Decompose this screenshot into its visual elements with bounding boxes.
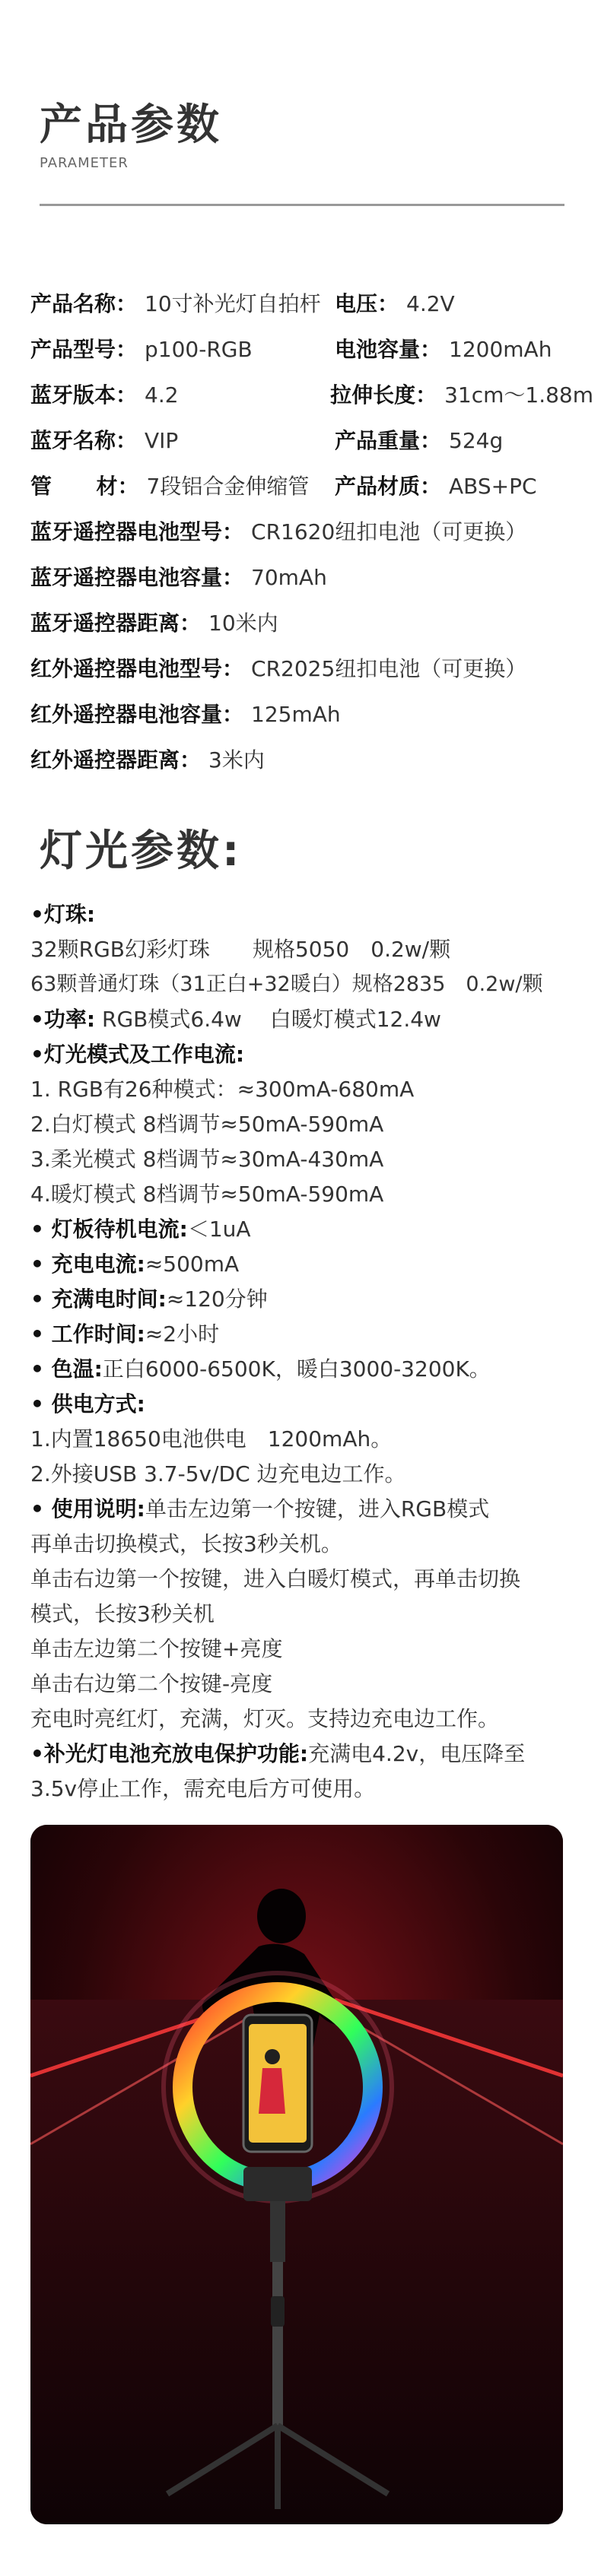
protect-label: •补光灯电池充放电保护功能: <box>30 1741 309 1766</box>
spec-row <box>30 327 593 373</box>
spec-row <box>30 509 593 555</box>
spec-value: 10米内 <box>208 611 278 636</box>
spec-label: 产品型号： <box>30 337 138 362</box>
spec-row <box>30 373 593 418</box>
spec-label: 电池容量： <box>335 337 442 362</box>
page-title: 产品参数 <box>40 100 222 150</box>
spec-value: 70mAh <box>251 565 327 590</box>
spec-value: p100-RGB <box>145 337 253 362</box>
spec-table <box>30 281 593 783</box>
mode-item: 1. RGB有26种模式：≈300mA-680mA <box>30 1077 415 1102</box>
spec-value: 1200mAh <box>449 337 552 362</box>
spec-label: 产品重量： <box>335 428 442 453</box>
standby-label: • 灯板待机电流: <box>30 1217 188 1242</box>
usage-text: 单击右边第二个按键-亮度 <box>30 1671 273 1696</box>
spec-label: 蓝牙遥控器距离： <box>30 611 202 636</box>
spec-label: 红外遥控器电池型号： <box>30 656 244 681</box>
spec-row <box>30 692 593 738</box>
spec-row <box>30 418 593 464</box>
spec-value: 524g <box>449 428 504 453</box>
spec-value: VIP <box>145 428 179 453</box>
spec-label: 电压： <box>335 291 399 316</box>
mode-item: 2.白灯模式 8档调节≈50mA-590mA <box>30 1112 384 1137</box>
supply-label: • 供电方式: <box>30 1391 145 1416</box>
spec-label: 蓝牙名称： <box>30 428 138 453</box>
light-params-title: 灯光参数: <box>40 826 243 876</box>
supply-item: 1.内置18650电池供电 1200mAh。 <box>30 1426 393 1451</box>
spec-row <box>30 464 593 509</box>
header <box>40 99 222 171</box>
spec-row <box>30 646 593 692</box>
spec-value: 7段铝合金伸缩管 <box>146 474 310 499</box>
spec-value: 4.2V <box>406 291 455 316</box>
spec-value: ABS+PC <box>449 474 537 499</box>
spec-value: CR2025纽扣电池（可更换） <box>251 656 527 681</box>
spec-value: 4.2 <box>145 382 179 408</box>
spec-value: 10寸补光灯自拍杆 <box>145 291 321 316</box>
supply-item: 2.外接USB 3.7-5v/DC 边充电边工作。 <box>30 1461 406 1486</box>
divider <box>40 204 564 206</box>
full-charge-label: • 充满电时间: <box>30 1286 167 1312</box>
work-time-label: • 工作时间: <box>30 1321 145 1347</box>
spec-label: 红外遥控器电池容量： <box>30 702 244 727</box>
color-temp-label: • 色温: <box>30 1356 103 1382</box>
spec-label: 产品名称： <box>30 291 138 316</box>
power-label: •功率: <box>30 1007 96 1032</box>
beads-line: 32颗RGB幻彩灯珠 规格5050 0.2w/颗 <box>30 937 451 962</box>
product-photo <box>30 1825 563 2524</box>
spec-label: 红外遥控器距离： <box>30 747 202 772</box>
protect-text: 3.5v停止工作，需充电后方可使用。 <box>30 1776 376 1801</box>
usage-text: 单击左边第二个按键+亮度 <box>30 1636 283 1661</box>
spec-label: 拉伸长度： <box>330 382 437 408</box>
usage-text: 充电时亮红灯，充满，灯灭。支持边充电边工作。 <box>30 1706 500 1731</box>
spec-value: CR1620纽扣电池（可更换） <box>251 519 527 544</box>
protect-text: 充满电4.2v，电压降至 <box>308 1741 526 1766</box>
spec-label: 蓝牙版本： <box>30 382 138 408</box>
spec-label: 产品材质： <box>335 474 442 499</box>
page-subtitle: PARAMETER <box>40 155 129 171</box>
charge-value: ≈500mA <box>145 1252 240 1277</box>
spec-label: 蓝牙遥控器电池容量： <box>30 565 244 590</box>
beads-label: •灯珠: <box>30 902 96 927</box>
work-time-value: ≈2小时 <box>145 1321 220 1347</box>
spec-value: 125mAh <box>251 702 341 727</box>
spec-row <box>30 738 593 783</box>
power-value: RGB模式6.4w 白暖灯模式12.4w <box>102 1007 441 1032</box>
usage-text: 单击右边第一个按键，进入白暖灯模式，再单击切换 <box>30 1566 521 1591</box>
usage-text: 再单击切换模式，长按3秒关机。 <box>30 1531 342 1556</box>
spec-row <box>30 281 593 327</box>
usage-text: 模式，长按3秒关机 <box>30 1601 215 1626</box>
full-charge-value: ≈120分钟 <box>166 1286 268 1312</box>
usage-text: 单击左边第一个按键，进入RGB模式 <box>145 1496 490 1521</box>
standby-value: ＜1uA <box>187 1217 251 1242</box>
spec-value: 3米内 <box>208 747 265 772</box>
beads-line: 63颗普通灯珠（31正白+32暖白）规格2835 0.2w/颗 <box>30 972 543 996</box>
spec-row <box>30 555 593 601</box>
mode-item: 3.柔光模式 8档调节≈30mA-430mA <box>30 1147 384 1172</box>
spec-value: 31cm～1.88m <box>444 382 593 408</box>
spec-label: 蓝牙遥控器电池型号： <box>30 519 244 544</box>
spec-label: 管 材： <box>30 474 139 499</box>
charge-label: • 充电电流: <box>30 1252 145 1277</box>
spec-row <box>30 601 593 646</box>
mode-item: 4.暖灯模式 8档调节≈50mA-590mA <box>30 1182 384 1207</box>
product-illustration <box>30 1825 563 2524</box>
modes-label: •灯光模式及工作电流: <box>30 1042 245 1067</box>
light-params <box>30 897 586 1807</box>
color-temp-value: 正白6000-6500K，暖白3000-3200K。 <box>102 1356 491 1382</box>
usage-label: • 使用说明: <box>30 1496 145 1521</box>
